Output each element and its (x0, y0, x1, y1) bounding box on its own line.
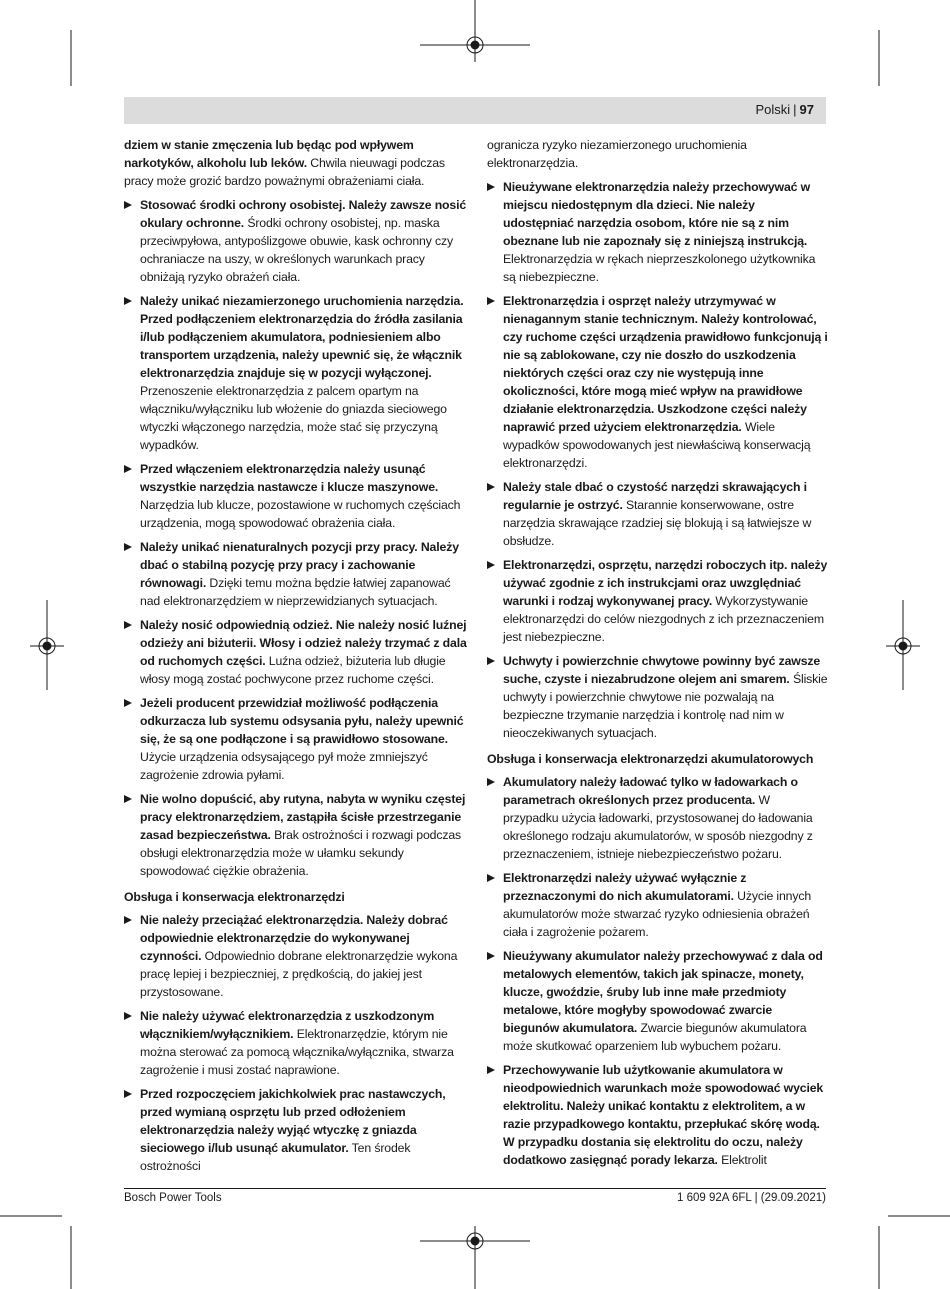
list-item (487, 292, 828, 472)
list-item (487, 556, 828, 646)
item-bold: Elektronarzędzi, osprzętu, narzędzi roboczych itp. należy używać zgodnie z ich instrukcjami oraz uwzględniać warunki i rodzaj wykonywanej pracy. (503, 558, 828, 608)
item-text: Śliskie uchwyty i powierzchnie chwytowe nie pozwalają na bezpieczne trzymanie narzędzia i kontrolę nad nim w nieoczekiwanych sytuacjach. (503, 672, 828, 740)
footer-doc-ref: 1 609 92A 6FL | (29.09.2021) (677, 1192, 826, 1204)
item-bold: Przed rozpoczęciem jakichkolwiek prac nastawczych, przed wymianą osprzętu lub przed odłożeniem elektronarzędzia należy wyjąć wtyczkę z gniazda sieciowego i/lub usunąć akumulator. (140, 1087, 446, 1155)
footer-divider (124, 1188, 826, 1189)
list-item (487, 478, 828, 550)
header-separator: | (793, 102, 797, 117)
item-text: Luźna odzież, biżuteria lub długie włosy mogą zostać pochwycone przez ruchome części. (140, 654, 446, 686)
item-text: Ten środek ostrożności (140, 1141, 411, 1173)
bullet-icon (124, 201, 132, 209)
list-item (124, 694, 468, 784)
item-bold: Należy unikać nienaturalnych pozycji przy pracy. Należy dbać o stabilną pozycję przy pracy i zachowanie równowagi. (140, 540, 459, 590)
list-item (487, 178, 828, 286)
continuation-bold: dziem w stanie zmęczenia lub będąc pod wpływem narkotyków, alkoholu lub leków. (124, 138, 414, 170)
item-text: Środki ochrony osobistej, np. maska przeciwpyłowa, antypoślizgowe obuwie, kask ochronny czy ochraniacze na uszy, w określonych warunkach pracy obniżają ryzyko obrażeń ciała. (140, 216, 453, 284)
bullet-icon (487, 1066, 495, 1074)
item-text: Brak ostrożności i rozwagi podczas obsługi elektronarzędzia może w ułamku sekundy spowodować ciężkie obrażenia. (140, 828, 462, 878)
left-column (124, 136, 468, 1181)
item-bold: Nie należy używać elektronarzędzia z uszkodzonym włącznikiem/wyłącznikiem. (140, 1009, 435, 1041)
bullet-icon (124, 916, 132, 924)
bullet-icon (487, 657, 495, 665)
list-item (487, 1061, 828, 1169)
list-item (124, 460, 468, 532)
bullet-icon (124, 1090, 132, 1098)
item-text: Wiele wypadków spowodowanych jest niewłaściwą konserwacją elektronarzędzi. (503, 420, 811, 470)
item-bold: Nieużywany akumulator należy przechowywać z dala od metalowych elementów, takich jak spinacze, monety, klucze, gwoździe, śruby lub inne małe przedmioty metalowe, które mogłyby spowodować zwarcie biegunów akumulatora. (503, 949, 823, 1035)
bullet-icon (124, 543, 132, 551)
right-column (487, 136, 828, 1175)
list-item (124, 616, 468, 688)
item-text: Użycie innych akumulatorów może stwarzać ryzyko odniesienia obrażeń ciała i zagrożenie pożarem. (503, 889, 812, 939)
item-text: Przenoszenie elektronarzędzia z palcem opartym na włączniku/wyłączniku lub włożenie do gniazda sieciowego wtyczki włączonego narzędzia, może stać się przyczyną wypadków. (140, 384, 447, 452)
left-continuation (124, 136, 468, 190)
item-text: Elektronarzędzia w rękach nieprzeszkolonego użytkownika są niebezpieczne. (503, 252, 816, 284)
item-text: Użycie urządzenia odsysającego pył może zmniejszyć zagrożenie zdrowia pyłami. (140, 750, 428, 782)
item-text: W przypadku użycia ładowarki, przystosowanej do ładowania określonego rodzaju akumulatorów, w sposób niezgodny z przeznaczeniem, istnieje niebezpieczeństwo pożaru. (503, 793, 813, 861)
bullet-icon (487, 561, 495, 569)
item-bold: Przed włączeniem elektronarzędzia należy usunąć wszystkie narzędzia nastawcze i klucze maszynowe. (140, 462, 439, 494)
item-bold: Jeżeli producent przewidział możliwość podłączenia odkurzacza lub systemu odsysania pyłu, należy upewnić się, że są one podłączone i są prawidłowo stosowane. (140, 696, 464, 746)
item-text: Wykorzystywanie elektronarzędzi do celów niezgodnych z ich przeznaczeniem jest niebezpieczne. (503, 594, 824, 644)
item-bold: Nie należy przeciążać elektronarzędzia. Należy dobrać odpowiednie elektronarzędzie do wykonywanej czynności. (140, 913, 448, 963)
bullet-icon (124, 795, 132, 803)
bullet-icon (124, 1012, 132, 1020)
list-item (487, 773, 828, 863)
page-number: 97 (799, 102, 814, 117)
item-bold: Nieużywane elektronarzędzia należy przechowywać w miejscu niedostępnym dla dzieci. Nie należy udostępniać narzędzia osobom, które nie są z nim obeznane lub nie zapoznały się z niniejszą instrukcją. (503, 180, 811, 248)
list-item (124, 911, 468, 1001)
bullet-icon (487, 952, 495, 960)
item-bold: Akumulatory należy ładować tylko w ładowarkach o parametrach określonych przez producenta. (503, 775, 798, 807)
item-bold: Elektronarzędzia i osprzęt należy utrzymywać w nienagannym stanie technicznym. Należy kontrolować, czy ruchome części urządzenia prawidłowo funkcjonują i nie są zablokowane, czy nie doszło do uszkodzenia niektórych części oraz czy nie występują inne okoliczności, które mogą mieć wpływ na prawidłowe działanie elektronarzędzia. Uszkodzone części należy naprawić przed użyciem elektronarzędzia. (503, 294, 828, 434)
item-bold: Należy nosić odpowiednią odzież. Nie należy nosić luźnej odzieży ani biżuterii. Włosy i odzież należy trzymać z dala od ruchomych części. (140, 618, 467, 668)
bullet-icon (487, 874, 495, 882)
bullet-icon (487, 483, 495, 491)
item-bold: Stosować środki ochrony osobistej. Należy zawsze nosić okulary ochronne. (140, 198, 467, 230)
list-item (487, 869, 828, 941)
bullet-icon (124, 465, 132, 473)
list-item (124, 1085, 468, 1175)
item-text: Elektronarzędzie, którym nie można sterować za pomocą włącznika/wyłącznika, stwarza zagrożenie i musi zostać naprawione. (140, 1027, 454, 1077)
list-item (124, 1007, 468, 1079)
bullet-icon (124, 297, 132, 305)
list-item (487, 947, 828, 1055)
list-item (124, 790, 468, 880)
item-bold: Nie wolno dopuścić, aby rutyna, nabyta w wyniku częstej pracy elektronarzędziem, zastąpiła ścisłe przestrzeganie zasad bezpieczeństwa. (140, 792, 466, 842)
item-text: Narzędzia lub klucze, pozostawione w ruchomych częściach urządzenia, mogą spowodować obrażenia ciała. (140, 498, 461, 530)
bullet-icon (487, 297, 495, 305)
list-item (487, 652, 828, 742)
bullet-icon (124, 621, 132, 629)
item-text: Starannie konserwowane, ostre narzędzia skrawające rzadziej się blokują i są łatwiejsze w obsłudze. (503, 498, 812, 548)
right-continuation: ogranicza ryzyko niezamierzonego uruchomienia elektronarzędzia. (487, 138, 747, 170)
item-text: Odpowiednio dobrane elektronarzędzie wykona pracę lepiej i bezpieczniej, z prędkością, do jakiej jest przystosowane. (140, 949, 458, 999)
list-item (124, 538, 468, 610)
item-bold: Uchwyty i powierzchnie chwytowe powinny być zawsze suche, czyste i niezabrudzone olejem ani smarem. (503, 654, 821, 686)
item-text: Elektrolit (717, 1153, 767, 1167)
list-item (124, 292, 468, 454)
bullet-icon (124, 699, 132, 707)
item-text: Dzięki temu można będzie łatwiej zapanować nad elektronarzędziem w nieprzewidzianych sytuacjach. (140, 576, 451, 608)
bullet-icon (487, 778, 495, 786)
header-language: Polski (755, 102, 791, 117)
section-heading: Obsługa i konserwacja elektronarzędzi akumulatorowych (487, 752, 814, 766)
header-label (755, 102, 814, 117)
section-heading: Obsługa i konserwacja elektronarzędzi (124, 890, 345, 904)
list-item (124, 196, 468, 286)
footer-brand: Bosch Power Tools (124, 1192, 222, 1204)
page-header (124, 97, 826, 124)
item-bold: Należy stale dbać o czystość narzędzi skrawających i regularnie je ostrzyć. (503, 480, 807, 512)
bullet-icon (487, 183, 495, 191)
item-bold: Elektronarzędzi należy używać wyłącznie z przeznaczonymi do nich akumulatorami. (503, 871, 747, 903)
item-bold: Należy unikać niezamierzonego uruchomienia narzędzia. Przed podłączeniem elektronarzędzia do źródła zasilania i/lub podłączeniem akumulatora, podniesieniem albo transportem urządzenia, należy upewnić się, że włącznik elektronarzędzia znajduje się w pozycji wyłączonej. (140, 294, 464, 380)
item-text: Zwarcie biegunów akumulatora może skutkować oparzeniem lub wybuchem pożaru. (503, 1021, 807, 1053)
continuation-text: Chwila nieuwagi podczas pracy może grozić bardzo poważnymi obrażeniami ciała. (124, 156, 445, 188)
item-bold: Przechowywanie lub użytkowanie akumulatora w nieodpowiednich warunkach może spowodować wyciek elektrolitu. Należy unikać kontaktu z elektrolitem, a w razie przypadkowego kontaktu, przepłukać skórę wodą. W przypadku dostania się elektrolitu do oczu, należy dodatkowo zasięgnąć porady lekarza. (503, 1063, 824, 1167)
